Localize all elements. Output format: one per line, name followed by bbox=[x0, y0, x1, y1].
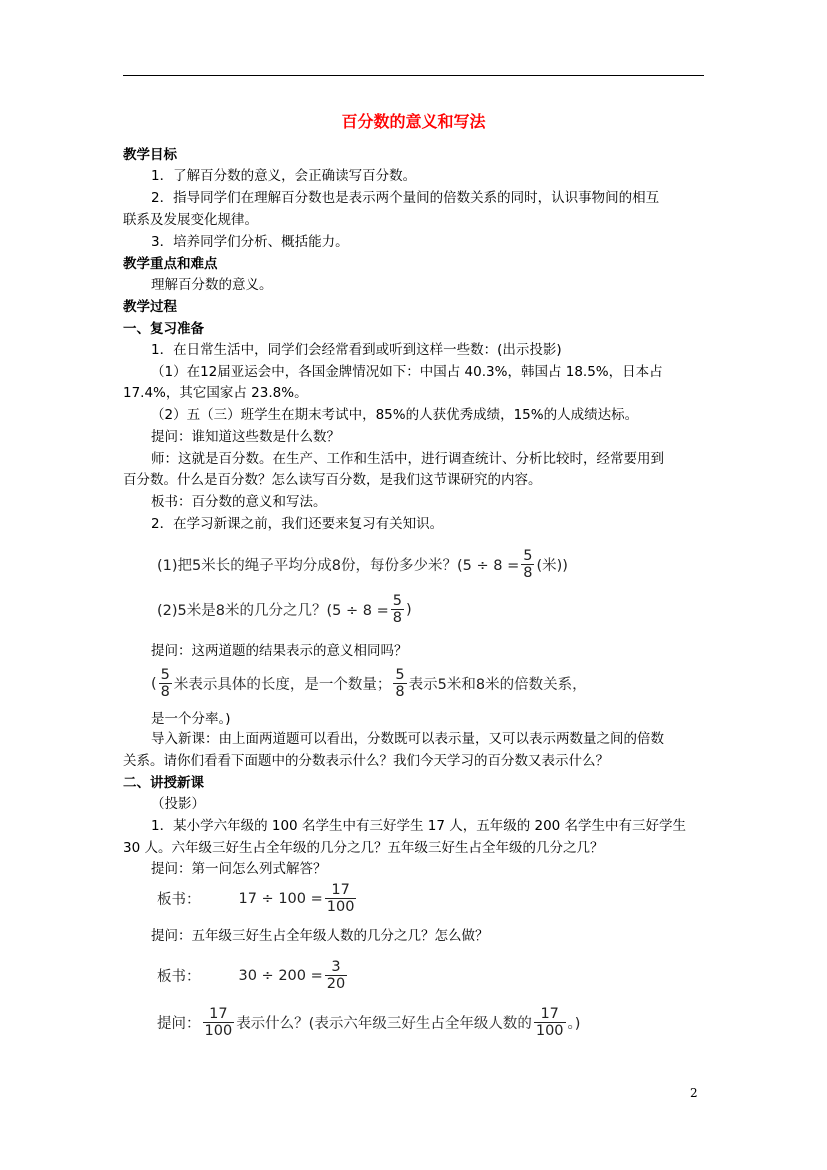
fraction bbox=[203, 1006, 235, 1039]
denominator: 8 bbox=[392, 610, 402, 626]
denominator: 8 bbox=[160, 684, 170, 700]
numerator: 5 bbox=[523, 548, 533, 564]
math-text: ( bbox=[151, 675, 157, 692]
section-heading-keypoints: 教学重点和难点 bbox=[123, 256, 218, 272]
page-title: 百分数的意义和写法 bbox=[341, 112, 486, 131]
fraction bbox=[391, 593, 404, 626]
numerator: 5 bbox=[395, 667, 405, 683]
page-number: 2 bbox=[690, 1086, 698, 1100]
part-1-heading: 一、复习准备 bbox=[123, 321, 204, 337]
goal-2: 2．指导同学们在理解百分数也是表示两个量间的倍数关系的同时，认识事物间的相互 bbox=[151, 190, 660, 206]
math-text: ) bbox=[405, 601, 412, 618]
math-text: 表示5米和8米的倍数关系， bbox=[408, 677, 587, 693]
paragraph: 17.4%，其它国家占 23.8%。 bbox=[123, 385, 308, 401]
section-heading-goals: 教学目标 bbox=[123, 147, 177, 163]
math-line-2 bbox=[157, 593, 412, 626]
paragraph: 提问：谁知道这些数是什么数？ bbox=[151, 429, 340, 445]
goal-2-cont: 联系及发展变化规律。 bbox=[123, 212, 258, 228]
numerator: 17 bbox=[540, 1006, 559, 1022]
numerator: 17 bbox=[209, 1006, 228, 1022]
part-2-heading: 二、讲授新课 bbox=[123, 775, 204, 791]
header-rule bbox=[123, 75, 704, 76]
paragraph: 1．在日常生活中，同学们会经常看到或听到这样一些数：(出示投影) bbox=[151, 342, 562, 358]
paragraph: 百分数。什么是百分数？怎么读写百分数，是我们这节课研究的内容。 bbox=[123, 472, 542, 488]
numerator: 3 bbox=[331, 959, 341, 975]
goal-3: 3．培养同学们分析、概括能力。 bbox=[151, 234, 349, 250]
numerator: 5 bbox=[392, 593, 402, 609]
math-line-6 bbox=[157, 1006, 580, 1039]
fraction bbox=[325, 882, 357, 915]
fraction bbox=[534, 1006, 566, 1039]
paragraph: 30 人。六年级三好生占全年级的几分之几？五年级三好生占全年级的几分之几？ bbox=[123, 840, 604, 856]
paragraph: 师：这就是百分数。在生产、工作和生活中，进行调查统计、分析比较时，经常要用到 bbox=[151, 451, 664, 467]
math-text: 提问： bbox=[157, 1016, 201, 1032]
paragraph: 提问：第一问怎么列式解答？ bbox=[151, 861, 327, 877]
math-line-4 bbox=[157, 882, 358, 915]
paragraph: 关系。请你们看看下面题中的分数表示什么？我们今天学习的百分数又表示什么？ bbox=[123, 753, 609, 769]
goal-1: 1．了解百分数的意义，会正确读写百分数。 bbox=[151, 168, 417, 184]
math-text: 表示什么？(表示六年级三好生占全年级人数的 bbox=[236, 1016, 532, 1032]
denominator: 20 bbox=[326, 976, 346, 992]
math-text: 米表示具体的长度，是一个数量； bbox=[173, 677, 392, 693]
math-line-1 bbox=[157, 548, 568, 581]
paragraph: 导入新课：由上面两道题可以看出，分数既可以表示量，又可以表示两数量之间的倍数 bbox=[151, 731, 664, 747]
math-text: (2)5米是8米的几分之几？(5 ÷ 8 = bbox=[157, 603, 389, 619]
paragraph: 1．某小学六年级的 100 名学生中有三好学生 17 人，五年级的 200 名学生中有三好学生 bbox=[151, 818, 687, 834]
section-heading-process: 教学过程 bbox=[123, 299, 177, 315]
paragraph: 2．在学习新课之前，我们还要来复习有关知识。 bbox=[151, 516, 444, 532]
fraction bbox=[521, 548, 534, 581]
math-text: 17 ÷ 100 = bbox=[238, 890, 323, 907]
denominator: 8 bbox=[395, 684, 405, 700]
math-text: 。) bbox=[567, 1016, 581, 1032]
denominator: 100 bbox=[326, 899, 355, 915]
math-line-5 bbox=[157, 959, 349, 992]
numerator: 17 bbox=[331, 882, 350, 898]
keypoint-text: 理解百分数的意义。 bbox=[151, 277, 273, 293]
denominator: 100 bbox=[535, 1023, 564, 1039]
paragraph: （1）在12届亚运会中，各国金牌情况如下：中国占 40.3%，韩国占 18.5%，日本占 bbox=[151, 364, 663, 380]
fraction bbox=[393, 667, 406, 700]
paragraph: 是一个分率。) bbox=[151, 711, 231, 727]
paragraph: 提问：这两道题的结果表示的意义相同吗？ bbox=[151, 643, 408, 659]
math-text: (米)) bbox=[536, 558, 568, 574]
math-label: 板书： bbox=[157, 969, 201, 985]
fraction bbox=[325, 959, 347, 992]
math-label: 板书： bbox=[157, 892, 201, 908]
fraction bbox=[159, 667, 172, 700]
denominator: 8 bbox=[523, 565, 533, 581]
paragraph: （投影） bbox=[151, 796, 205, 812]
math-text: (1)把5米长的绳子平均分成8份，每份多少米？(5 ÷ 8 = bbox=[157, 558, 520, 574]
denominator: 100 bbox=[204, 1023, 233, 1039]
numerator: 5 bbox=[160, 667, 170, 683]
paragraph: （2）五（三）班学生在期末考试中，85%的人获优秀成绩，15%的人成绩达标。 bbox=[151, 407, 639, 423]
math-text: 30 ÷ 200 = bbox=[238, 967, 323, 984]
paragraph: 提问：五年级三好生占全年级人数的几分之几？怎么做？ bbox=[151, 928, 489, 944]
paragraph: 板书：百分数的意义和写法。 bbox=[151, 494, 327, 510]
math-line-3 bbox=[151, 667, 587, 700]
